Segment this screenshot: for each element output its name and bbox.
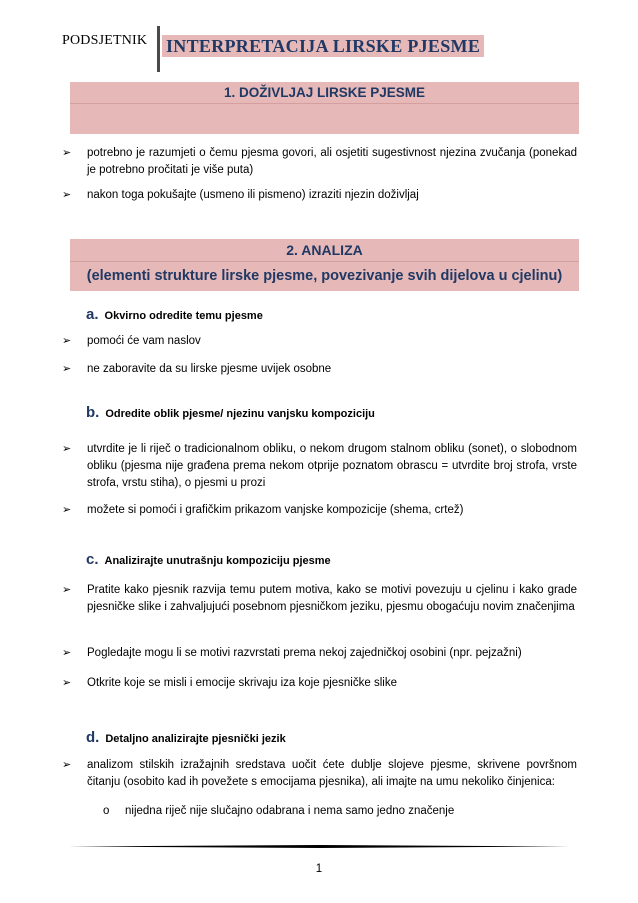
list-item <box>62 441 577 492</box>
arrow-bullet-icon: ➢ <box>62 147 72 159</box>
footer-divider <box>68 845 570 848</box>
list-item-text: pomoći će vam naslov <box>87 335 201 347</box>
list-item <box>62 645 577 662</box>
document-label: PODSJETNIK <box>62 33 148 48</box>
list-item-text: nakon toga pokušajte (usmeno ili pismeno) izraziti njezin doživljaj <box>87 189 419 201</box>
list-item <box>62 757 577 791</box>
list-item-text: možete si pomoći i grafičkim prikazom vanjske kompozicije (shema, crtež) <box>87 504 464 516</box>
list-item <box>62 187 577 204</box>
list-item <box>62 333 577 350</box>
subsection-letter: c. <box>86 551 99 568</box>
list-item-text: utvrdite je li riječ o tradicionalnom obliku, o nekom drugom stalnom obliku (sonet), o slobodnom obliku (pjesma nije građena prema nekom otprije poznatom obrascu = utvrdite broj strofa, vrste strofa, vrstu stiha), o pjesmi u prozi <box>87 443 577 489</box>
list-item-text: potrebno je razumjeti o čemu pjesma govori, ali osjetiti sugestivnost njezina zvučanja (ponekad je potrebno pročitati je više puta) <box>87 147 577 176</box>
section-1-title: 1. DOŽIVLJAJ LIRSKE PJESME <box>70 82 579 104</box>
sub-list-item <box>103 803 454 820</box>
subsection-heading-text: Detaljno analizirajte pjesnički jezik <box>105 733 286 745</box>
arrow-bullet-icon: ➢ <box>62 677 72 689</box>
section-2-banner <box>70 239 579 291</box>
arrow-bullet-icon: ➢ <box>62 647 72 659</box>
subsection-b-heading <box>86 404 375 421</box>
list-item-text: Pratite kako pjesnik razvija temu putem motiva, kako se motivi povezuju u cjelinu i kako grade pjesničke slike i zahvaljujući posebnom pjesničkom jeziku, pjesmu obogaćuju novim značenjima <box>87 584 577 613</box>
subsection-letter: d. <box>86 729 100 746</box>
subsection-c-heading <box>86 551 331 568</box>
subsection-heading-text: Analizirajte unutrašnju kompoziciju pjesme <box>104 555 331 567</box>
page-number: 1 <box>315 863 323 875</box>
list-item-text: analizom stilskih izražajnih sredstava uočit ćete dublje slojeve pjesme, skrivene površnom čitanju (osobito kad ih povežete s emocijama pjesnika), ali imajte na umu nekoliko činjenica: <box>87 759 577 788</box>
section-2-subtitle: (elementi strukture lirske pjesme, povezivanje svih dijelova u cjelinu) <box>86 268 563 284</box>
subsection-heading-text: Odredite oblik pjesme/ njezinu vanjsku kompoziciju <box>105 408 375 420</box>
list-item <box>62 361 577 378</box>
section-2-title: 2. ANALIZA <box>70 239 579 262</box>
list-item-text: Otkrite koje se misli i emocije skrivaju iza koje pjesničke slike <box>87 677 397 689</box>
arrow-bullet-icon: ➢ <box>62 584 72 596</box>
document-title: INTERPRETACIJA LIRSKE PJESME <box>162 35 484 57</box>
subsection-a-heading <box>86 306 263 323</box>
subsection-letter: b. <box>86 404 100 421</box>
arrow-bullet-icon: ➢ <box>62 504 72 516</box>
arrow-bullet-icon: ➢ <box>62 335 72 347</box>
list-item <box>62 582 577 616</box>
arrow-bullet-icon: ➢ <box>62 759 72 771</box>
arrow-bullet-icon: ➢ <box>62 363 72 375</box>
section-1-banner <box>70 82 579 134</box>
subsection-heading-text: Okvirno odredite temu pjesme <box>104 310 263 322</box>
arrow-bullet-icon: ➢ <box>62 189 72 201</box>
sub-list-item-text: nijedna riječ nije slučajno odabrana i nema samo jedno značenje <box>125 805 455 817</box>
list-item <box>62 145 577 179</box>
list-item <box>62 675 577 692</box>
list-item <box>62 502 577 519</box>
list-item-text: Pogledajte mogu li se motivi razvrstati prema nekoj zajedničkoj osobini (npr. pejzažni) <box>87 647 522 659</box>
subsection-letter: a. <box>86 306 99 323</box>
circle-bullet-icon: o <box>103 805 110 817</box>
list-item-text: ne zaboravite da su lirske pjesme uvijek osobne <box>87 363 332 375</box>
arrow-bullet-icon: ➢ <box>62 443 72 455</box>
subsection-d-heading <box>86 729 286 746</box>
header-divider <box>157 26 160 72</box>
